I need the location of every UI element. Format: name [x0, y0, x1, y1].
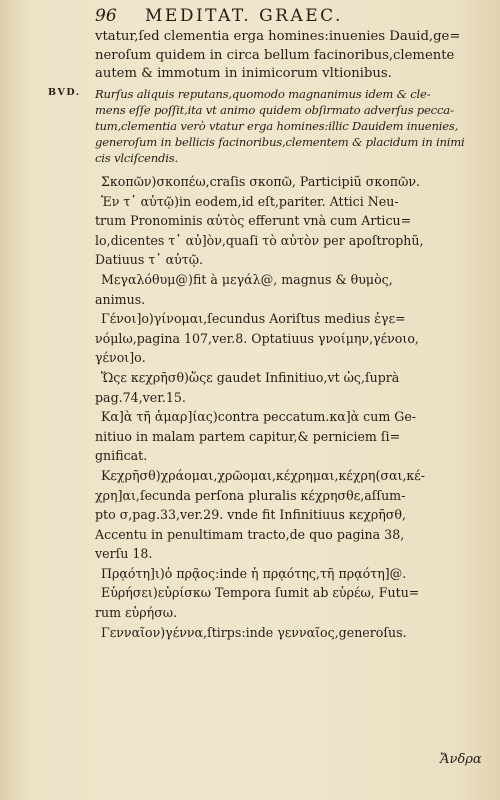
page-number: 96 — [95, 6, 117, 26]
text-line: Εὑρήσει)εὑρίσκω Tempora ſumit ab εὑρέω, Futu= — [101, 585, 420, 601]
text-line: mens eſſe poſſit,ita vt animo quidem obſirmato adverſus pecca- — [95, 103, 454, 117]
text-line: Ἐν τ᾽ αὐτῷ)in eodem,id eſt,pariter. Attici Neu- — [101, 193, 399, 209]
opening-paragraph — [95, 28, 480, 84]
text-line: neroſum quidem in circa bellum facinoribus,clemente — [95, 47, 455, 63]
text-line: pag.74,ver.15. — [95, 389, 186, 405]
text-line: Ὥςε κεχρῆσθ)ὥςε gaudet Infinitiuo,vt ὡς,ſuprà — [101, 369, 400, 385]
catchword: Ἄνδρα — [440, 752, 482, 767]
text-line: Accentu in penultimam tracto,de quo pagina 38, — [95, 526, 405, 542]
text-line: γένοι]ο. — [95, 350, 146, 366]
text-line: νόμlω,pagina 107,ver.8. Optatiuus γνοίμην,γένοιο, — [95, 330, 419, 346]
text-line: rum εὑρήσω. — [95, 605, 178, 621]
text-line: Γενναῖον)γέννα,ſtirps:inde γενναῖος,generoſus. — [101, 624, 407, 640]
italic-translation — [95, 86, 480, 166]
entry-gennaion — [95, 623, 480, 643]
text-line: gnificat. — [95, 448, 148, 464]
text-line: Κα]ὰ τῆ ἁμαρ]ίας)contra peccatum.κα]ὰ cum Ge- — [101, 409, 417, 425]
text-line: verſu 18. — [95, 546, 153, 562]
side-label: BVD. — [48, 87, 81, 98]
text-line: Πρᾳότη]ι)ὁ πρᾷος:inde ἡ πρᾳότης,τῆ πρᾳότη]@. — [101, 565, 407, 581]
entry-genoito — [95, 309, 480, 368]
text-line: trum Pronominis αὐτὸς efferunt vnà cum Articu= — [95, 213, 412, 229]
entry-kata — [95, 407, 480, 466]
entry-heuresei — [95, 583, 480, 622]
running-head: MEDITAT. GRAEC. — [145, 6, 343, 26]
text-line: animus. — [95, 291, 146, 307]
text-line: Datiuus τ᾽ αὐτῷ. — [95, 252, 204, 268]
text-line: Μεγαλόθυμ@)fit à μεγάλ@, magnus & θυμὸς, — [101, 271, 393, 287]
text-line: tum,clementia verò vtatur erga homines:illic Dauidem inuenies, — [95, 119, 459, 133]
entry-praoteti — [95, 564, 480, 584]
text-line: generoſum in bellicis facinoribus,clementem & placidum in inimi — [95, 135, 465, 149]
entry-hoste — [95, 368, 480, 407]
text-line: Γένοι]ο)γίνομαι,ſecundus Aoriſtus medius ἐγε= — [101, 311, 406, 327]
entry-megalothymos — [95, 270, 480, 309]
text-line: autem & immotum in inimicorum vltionibus. — [95, 66, 392, 82]
text-line: pto σ,pag.33,ver.29. vnde fit Infinitiuus κεχρῆσθ, — [95, 507, 406, 523]
text-line: nitiuo in malam partem capitur,& perniciem ſi= — [95, 428, 401, 444]
text-line: lo,dicentes τ᾽ αὐ]ὸν,quaſi τὸ αὐτὸν per apoſtrophũ, — [95, 232, 424, 248]
text-line: χρη]αι,ſecunda perſona pluralis κέχρησθε,aſſum- — [95, 487, 406, 503]
text-line: cis vlciſcendis. — [95, 151, 178, 165]
entry-skopon — [95, 172, 480, 270]
text-line: Σκοπῶν)σκοπέω,craſis σκοπῶ, Participiũ σκοπῶν. — [101, 174, 421, 189]
entry-kechresthai — [95, 466, 480, 564]
commentary-entries — [95, 172, 480, 642]
text-line: Rurſus aliquis reputans,quomodo magnanimus idem & cle- — [95, 87, 431, 101]
text-line: Κεχρῆσθ)χράομαι,χρῶομαι,κέχρημαι,κέχρη(σαι,κέ- — [101, 467, 426, 483]
page-header — [95, 6, 475, 26]
text-line: vtatur,ſed clementia erga homines:inuenies Dauid,ge= — [95, 29, 461, 44]
